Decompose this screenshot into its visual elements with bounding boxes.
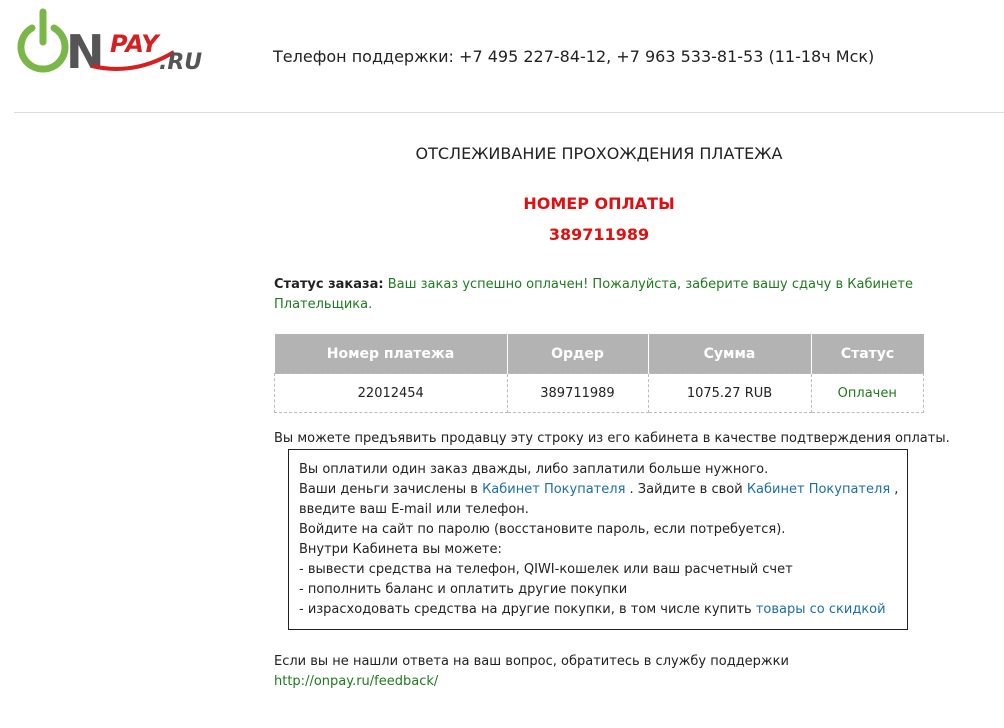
- order-status-label: Статус заказа:: [274, 277, 384, 292]
- info-line: - пополнить баланс и оплатить другие покупки: [299, 582, 628, 597]
- payment-number-value: 389711989: [548, 225, 650, 244]
- payment-number-label: НОМЕР ОПЛАТЫ: [523, 194, 675, 213]
- page-title: ОТСЛЕЖИВАНИЕ ПРОХОЖДЕНИЯ ПЛАТЕЖА: [415, 144, 783, 163]
- payment-table: [274, 334, 924, 413]
- support-phone: Телефон поддержки: +7 495 227-84-12, +7 963 533-81-53 (11-18ч Мск): [273, 47, 875, 66]
- logo-pay: PAY: [110, 30, 159, 58]
- info-line: - вывести средства на телефон, QIWI-кошелек или ваш расчетный счет: [299, 562, 793, 577]
- discount-goods-link[interactable]: товары со скидкой: [755, 602, 886, 617]
- cell-status: Оплачен: [811, 374, 924, 413]
- logo-n: N: [66, 25, 105, 78]
- info-text: Ваши деньги зачислены в: [299, 482, 483, 497]
- col-order: Ордер: [507, 334, 648, 374]
- onpay-logo[interactable]: [14, 8, 214, 78]
- support-section: [274, 652, 789, 692]
- header-divider: [14, 112, 1004, 113]
- table-header-row: [275, 334, 924, 374]
- order-status: [274, 275, 924, 315]
- info-text: ,: [890, 482, 899, 497]
- feedback-link[interactable]: http://onpay.ru/feedback/: [274, 674, 439, 689]
- col-amount: Сумма: [648, 334, 811, 374]
- info-text: . Зайдите в свой: [625, 482, 747, 497]
- order-status-text: Ваш заказ успешно оплачен! Пожалуйста, заберите вашу сдачу в Кабинете Плательщика.: [274, 277, 914, 312]
- info-line: [299, 600, 897, 620]
- info-line: Внутри Кабинета вы можете:: [299, 542, 502, 557]
- info-line: [299, 480, 897, 500]
- table-row: [275, 374, 924, 413]
- overpayment-info-box: [288, 449, 908, 630]
- cell-amount: 1075.27 RUB: [648, 374, 811, 413]
- col-status: Статус: [811, 334, 924, 374]
- confirmation-note: Вы можете предъявить продавцу эту строку из его кабинета в качестве подтверждения оплаты.: [274, 431, 950, 446]
- cell-order: 389711989: [507, 374, 648, 413]
- logo-ru: .RU: [159, 50, 203, 75]
- info-text: - израсходовать средства на другие покупки, в том числе купить: [299, 602, 756, 617]
- info-line: введите ваш E-mail или телефон.: [299, 502, 529, 517]
- onpay-logo-graphic: [14, 8, 214, 78]
- buyer-cabinet-link[interactable]: Кабинет Покупателя: [482, 482, 626, 497]
- cell-payment-number: 22012454: [275, 374, 508, 413]
- support-text: Если вы не нашли ответа на ваш вопрос, обратитесь в службу поддержки: [274, 654, 789, 669]
- info-line: Войдите на сайт по паролю (восстановите пароль, если потребуется).: [299, 522, 786, 537]
- col-payment-number: Номер платежа: [275, 334, 508, 374]
- buyer-cabinet-link-2[interactable]: Кабинет Покупателя: [746, 482, 891, 497]
- info-line: Вы оплатили один заказ дважды, либо заплатили больше нужного.: [299, 462, 769, 477]
